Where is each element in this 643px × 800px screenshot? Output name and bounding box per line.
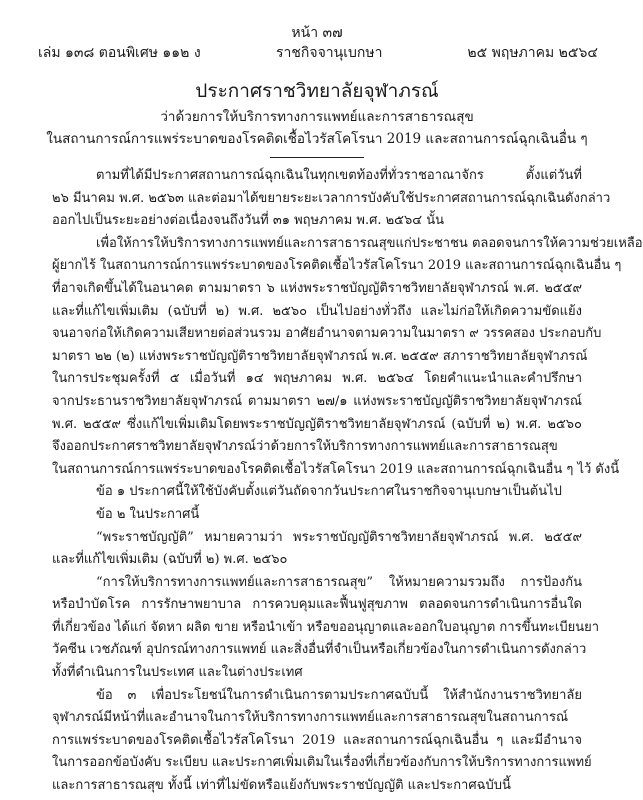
page-number: หน้า ๓๗ [291,25,343,41]
paragraph-line: ผู้ยากไร้ ในสถานการณ์การแพร่ระบาดของโรคติดเชื้อไวรัสโคโรนา 2019 และสถานการณ์ฉุกเฉินอื่น ๆ [52,258,622,274]
issue-date: ๒๕ พฤษภาคม ๒๕๖๔ [467,45,598,61]
definition-line: หรือบำบัดโรค การรักษาพยาบาล การควบคุมและฟื้นฟูสุขภาพ ตลอดจนการดำเนินการอื่นใด [52,597,582,613]
document-title: ประกาศราชวิทยาลัยจุฬาภรณ์ [195,80,439,102]
gazette-header [38,42,598,62]
paragraph-line: ที่อาจเกิดขึ้นได้ในอนาคต ตามมาตรา ๖ แห่งพระราชบัญญัติราชวิทยาลัยจุฬาภรณ์ พ.ศ. ๒๕๕๙ [52,280,582,296]
definition-line: และที่แก้ไขเพิ่มเติม (ฉบับที่ ๒) พ.ศ. ๒๕๖๐ [52,552,288,568]
definition-line: “พระราชบัญญัติ” หมายความว่า พระราชบัญญัติราชวิทยาลัยจุฬาภรณ์ พ.ศ. ๒๕๕๙ [96,529,582,545]
definition-line: “การให้บริการทางการแพทย์และการสาธารณสุข” ให้หมายความรวมถึง การป้องกัน [96,574,582,590]
paragraph-line: จนอาจก่อให้เกิดความเสียหายต่อส่วนรวม อาศัยอำนาจตามความในมาตรา ๙ วรรคสอง ประกอบกับ [52,326,602,342]
clause-line: ในการออกข้อบังคับ ระเบียบ และประกาศเพิ่มเติมในเรื่องที่เกี่ยวข้องกับการให้บริการทางการแพทย์ [52,755,592,771]
paragraph-line: เพื่อให้การให้บริการทางการแพทย์และการสาธารณสุขแก่ประชาชน ตลอดจนการให้ความช่วยเหลือ [96,235,643,251]
clause-line: จุฬาภรณ์มีหน้าที่และอำนาจในการให้บริการทางการแพทย์และการสาธารณสุขในสถานการณ์ [52,710,569,726]
paragraph-line: และที่แก้ไขเพิ่มเติม (ฉบับที่ ๒) พ.ศ. ๒๕๖๐ เป็นไปอย่างทั่วถึง และไม่ก่อให้เกิดความขัดแย้ง [52,303,582,319]
paragraph-line: จากประธานราชวิทยาลัยจุฬาภรณ์ ตามมาตรา ๒๗/๑ แห่งพระราชบัญญัติราชวิทยาลัยจุฬาภรณ์ [52,393,582,409]
clause-line: การแพร่ระบาดของโรคติดเชื้อไวรัสโคโรนา 2019 และสถานการณ์ฉุกเฉินอื่น ๆ และมีอำนาจ [52,732,582,748]
paragraph-line: พ.ศ. ๒๕๕๙ ซึ่งแก้ไขเพิ่มเติมโดยพระราชบัญญัติราชวิทยาลัยจุฬาภรณ์ (ฉบับที่ ๒) พ.ศ. ๒๕๖๐ [52,416,582,432]
document-subtitle: ว่าด้วยการให้บริการทางการแพทย์และการสาธารณสุข [160,109,474,125]
clause-line: ข้อ ๒ ในประกาศนี้ [96,506,200,522]
clause-line: ข้อ ๑ ประกาศนี้ให้ใช้บังคับตั้งแต่วันถัดจากวันประกาศในราชกิจจานุเบกษาเป็นต้นไป [96,484,562,500]
definition-line: ที่เกี่ยวข้อง ได้แก่ จัดหา ผลิต ขาย หรือนำเข้า หรือขออนุญาตและออกใบอนุญาต การขึ้นทะเบียนยา [52,619,600,635]
paragraph-line: จึงออกประกาศราชวิทยาลัยจุฬาภรณ์ว่าด้วยการให้บริการทางการแพทย์และการสาธารณสุข [52,439,558,455]
gazette-name: ราชกิจจานุเบกษา [276,45,383,61]
clause-line: ข้อ ๓ เพื่อประโยชน์ในการดำเนินการตามประกาศฉบับนี้ ให้สำนักงานราชวิทยาลัย [96,687,582,703]
volume-info: เล่ม ๑๓๘ ตอนพิเศษ ๑๑๒ ง [38,45,201,61]
definition-line: ทั้งที่ดำเนินการในประเทศ และในต่างประเทศ [52,665,303,681]
paragraph-line: ในการประชุมครั้งที่ ๕ เมื่อวันที่ ๑๔ พฤษภาคม พ.ศ. ๒๕๖๔ โดยคำแนะนำและคำปรึกษา [52,371,582,387]
clause-line: และการสาธารณสุข ทั้งนี้ เท่าที่ไม่ขัดหรือแย้งกับพระราชบัญญัติ และประกาศฉบับนี้ [52,778,511,794]
paragraph-line: มาตรา ๒๒ (๒) แห่งพระราชบัญญัติราชวิทยาลัยจุฬาภรณ์ พ.ศ. ๒๕๕๙ สภาราชวิทยาลัยจุฬาภรณ์ [52,348,588,364]
definition-line: วัคซีน เวชภัณฑ์ อุปกรณ์ทางการแพทย์ และสิ่งอื่นที่จำเป็นหรือเกี่ยวข้องในการดำเนินการดังกล่าว [52,642,587,658]
document-body [52,165,643,798]
paragraph-line: ออกไปเป็นระยะอย่างต่อเนื่องจนถึงวันที่ ๓๑ พฤษภาคม พ.ศ. ๒๕๖๔ นั้น [52,213,445,229]
paragraph-line: ๒๖ มีนาคม พ.ศ. ๒๕๖๓ และต่อมาได้ขยายระยะเวลาการบังคับใช้ประกาศสถานการณ์ฉุกเฉินดังกล่าว [52,190,611,206]
paragraph-line: ในสถานการณ์การแพร่ระบาดของโรคติดเชื้อไวรัสโคโรนา 2019 และสถานการณ์ฉุกเฉินอื่น ๆ ไว้ ดังนี้ [52,461,620,477]
paragraph-line: ตามที่ได้มีประกาศสถานการณ์ฉุกเฉินในทุกเขตท้องที่ทั่วราชอาณาจักร ตั้งแต่วันที่ [96,168,582,183]
document-subtitle: ในสถานการณ์การแพร่ระบาดของโรคติดเชื้อไวรัสโคโรนา 2019 และสถานการณ์ฉุกเฉินอื่น ๆ [46,131,588,147]
title-divider [270,157,364,158]
